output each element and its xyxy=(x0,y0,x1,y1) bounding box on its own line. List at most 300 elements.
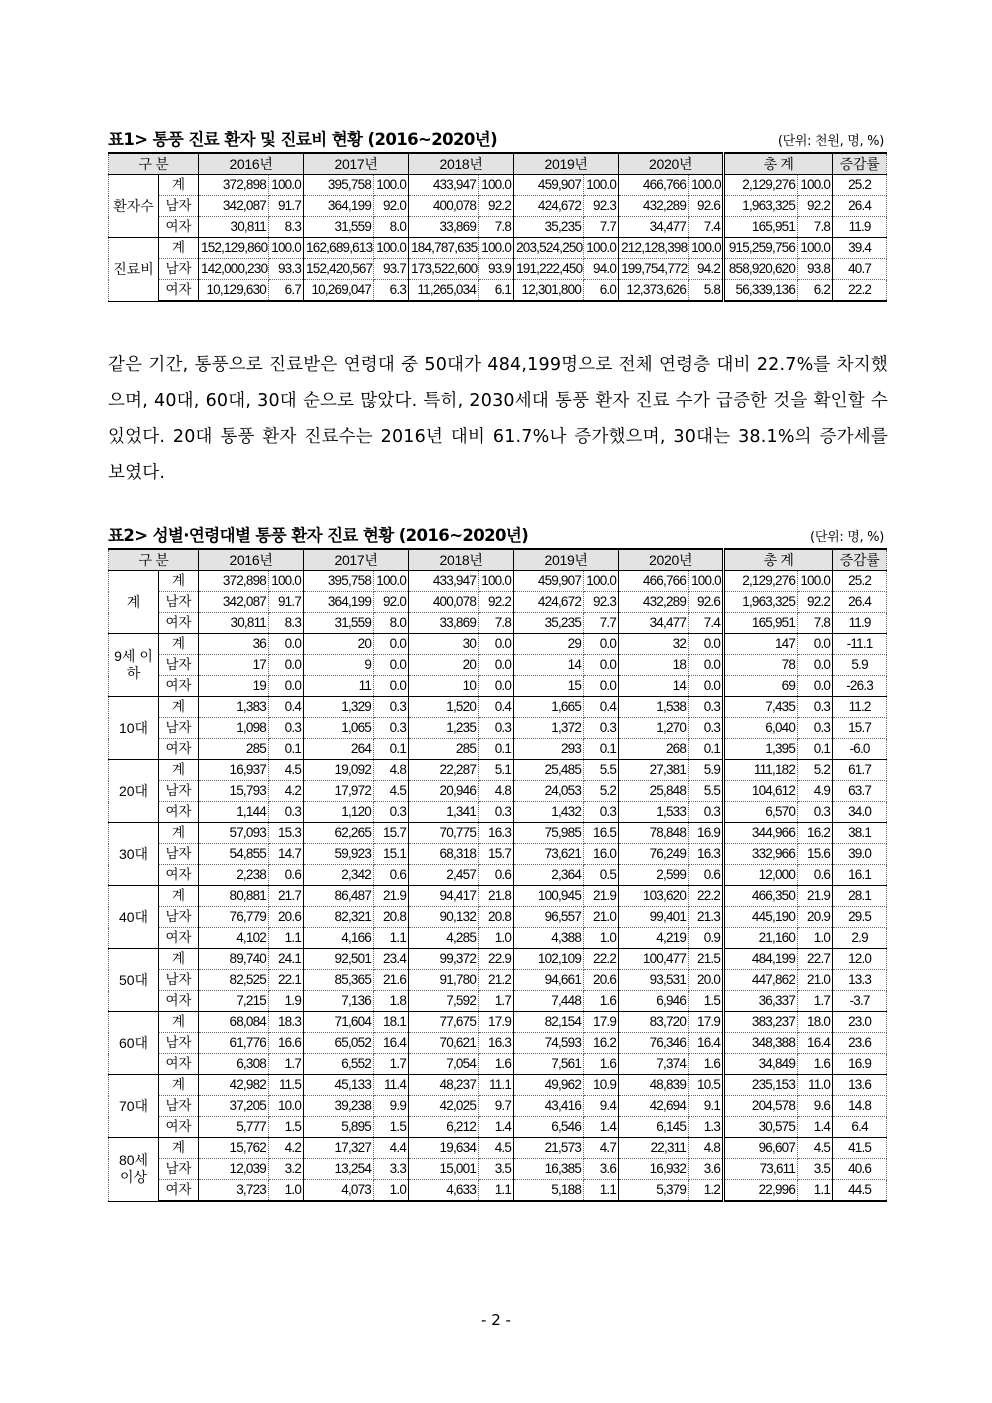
cell-y2019-count: 100,945 xyxy=(514,886,584,907)
cell-y2020-pct: 22.2 xyxy=(689,886,724,907)
cell-y2016-count: 142,000,230 xyxy=(199,259,269,280)
cell-y2018-pct: 0.3 xyxy=(479,718,514,739)
cell-y2017-count: 162,689,613 xyxy=(304,238,374,259)
sub-label: 여자 xyxy=(159,1180,199,1202)
cell-y2019-pct: 16.0 xyxy=(584,844,619,865)
cell-y2018-pct: 0.1 xyxy=(479,739,514,760)
cell-y2017-count: 86,487 xyxy=(304,886,374,907)
cell-total-count: 36,337 xyxy=(724,991,798,1012)
header-total: 총 계 xyxy=(724,153,833,175)
cell-y2018-pct: 92.2 xyxy=(479,196,514,217)
cell-y2017-count: 92,501 xyxy=(304,949,374,970)
cell-y2018-count: 4,633 xyxy=(409,1180,479,1202)
cell-y2018-pct: 3.5 xyxy=(479,1159,514,1180)
sub-label: 계 xyxy=(159,760,199,781)
cell-y2017-pct: 93.7 xyxy=(374,259,409,280)
cell-y2016-count: 37,205 xyxy=(199,1096,269,1117)
header-2016: 2016년 xyxy=(199,153,304,175)
cell-y2020-count: 466,766 xyxy=(619,571,689,592)
table2-caption xyxy=(108,526,886,548)
cell-y2020-count: 7,374 xyxy=(619,1054,689,1075)
cell-total-pct: 15.6 xyxy=(798,844,833,865)
cell-rate: 44.5 xyxy=(833,1180,887,1202)
cell-y2016-pct: 8.3 xyxy=(269,217,304,238)
cell-y2016-count: 57,093 xyxy=(199,823,269,844)
cell-rate: -3.7 xyxy=(833,991,887,1012)
cell-y2018-count: 400,078 xyxy=(409,592,479,613)
cell-y2018-count: 70,621 xyxy=(409,1033,479,1054)
cell-y2016-pct: 3.2 xyxy=(269,1159,304,1180)
cell-y2020-pct: 21.3 xyxy=(689,907,724,928)
group-label: 환자수 xyxy=(109,175,159,238)
cell-y2019-count: 424,672 xyxy=(514,592,584,613)
table-row xyxy=(109,865,887,886)
cell-y2020-count: 76,249 xyxy=(619,844,689,865)
sub-label: 계 xyxy=(159,1012,199,1033)
cell-y2019-count: 35,235 xyxy=(514,613,584,634)
cell-y2020-count: 5,379 xyxy=(619,1180,689,1202)
cell-y2020-pct: 92.6 xyxy=(689,196,724,217)
cell-y2018-pct: 1.1 xyxy=(479,1180,514,1202)
cell-y2018-pct: 21.8 xyxy=(479,886,514,907)
cell-y2016-pct: 15.3 xyxy=(269,823,304,844)
cell-y2018-pct: 0.6 xyxy=(479,865,514,886)
cell-y2017-count: 31,559 xyxy=(304,613,374,634)
cell-y2017-pct: 15.1 xyxy=(374,844,409,865)
sub-label: 남자 xyxy=(159,196,199,217)
group-label: 30대 xyxy=(109,823,159,886)
table-row xyxy=(109,1033,887,1054)
cell-y2017-pct: 0.3 xyxy=(374,802,409,823)
cell-y2020-pct: 0.3 xyxy=(689,802,724,823)
cell-y2020-count: 18 xyxy=(619,655,689,676)
sub-label: 계 xyxy=(159,175,199,196)
header-total: 총 계 xyxy=(724,549,833,571)
cell-y2017-count: 39,238 xyxy=(304,1096,374,1117)
cell-total-pct: 100.0 xyxy=(798,571,833,592)
cell-rate: 5.9 xyxy=(833,655,887,676)
cell-y2018-pct: 11.1 xyxy=(479,1075,514,1096)
cell-total-pct: 11.0 xyxy=(798,1075,833,1096)
cell-y2016-pct: 0.1 xyxy=(269,739,304,760)
cell-total-count: 111,182 xyxy=(724,760,798,781)
cell-y2018-pct: 16.3 xyxy=(479,1033,514,1054)
table-row xyxy=(109,571,887,592)
cell-y2019-count: 29 xyxy=(514,634,584,655)
cell-y2019-count: 74,593 xyxy=(514,1033,584,1054)
sub-label: 남자 xyxy=(159,718,199,739)
cell-total-pct: 1.1 xyxy=(798,1180,833,1202)
cell-y2019-count: 21,573 xyxy=(514,1138,584,1159)
sub-label: 계 xyxy=(159,571,199,592)
cell-y2018-pct: 1.6 xyxy=(479,1054,514,1075)
cell-total-pct: 0.3 xyxy=(798,718,833,739)
cell-total-count: 204,578 xyxy=(724,1096,798,1117)
cell-total-count: 484,199 xyxy=(724,949,798,970)
cell-y2020-count: 48,839 xyxy=(619,1075,689,1096)
cell-y2016-pct: 0.0 xyxy=(269,676,304,697)
group-label: 50대 xyxy=(109,949,159,1012)
cell-rate: 38.1 xyxy=(833,823,887,844)
cell-total-count: 915,259,756 xyxy=(724,238,798,259)
cell-rate: 40.6 xyxy=(833,1159,887,1180)
cell-y2017-count: 71,604 xyxy=(304,1012,374,1033)
cell-y2018-count: 400,078 xyxy=(409,196,479,217)
group-label: 진료비 xyxy=(109,238,159,302)
cell-y2018-count: 15,001 xyxy=(409,1159,479,1180)
cell-y2016-count: 285 xyxy=(199,739,269,760)
cell-y2019-count: 24,053 xyxy=(514,781,584,802)
sub-label: 계 xyxy=(159,634,199,655)
cell-y2017-count: 2,342 xyxy=(304,865,374,886)
sub-label: 계 xyxy=(159,823,199,844)
cell-y2019-count: 2,364 xyxy=(514,865,584,886)
cell-y2019-pct: 21.9 xyxy=(584,886,619,907)
cell-total-pct: 0.3 xyxy=(798,697,833,718)
cell-total-count: 6,040 xyxy=(724,718,798,739)
cell-total-count: 1,963,325 xyxy=(724,592,798,613)
cell-rate: 61.7 xyxy=(833,760,887,781)
cell-y2017-count: 264 xyxy=(304,739,374,760)
cell-y2019-count: 293 xyxy=(514,739,584,760)
cell-y2017-pct: 0.0 xyxy=(374,655,409,676)
cell-y2020-pct: 7.4 xyxy=(689,613,724,634)
cell-y2019-pct: 0.0 xyxy=(584,634,619,655)
cell-y2018-count: 19,634 xyxy=(409,1138,479,1159)
cell-y2016-count: 54,855 xyxy=(199,844,269,865)
cell-y2019-pct: 20.6 xyxy=(584,970,619,991)
cell-y2016-count: 7,215 xyxy=(199,991,269,1012)
cell-y2018-count: 94,417 xyxy=(409,886,479,907)
cell-total-count: 466,350 xyxy=(724,886,798,907)
cell-y2020-pct: 92.6 xyxy=(689,592,724,613)
cell-y2019-count: 25,485 xyxy=(514,760,584,781)
table-row xyxy=(109,1180,887,1202)
cell-y2018-pct: 4.5 xyxy=(479,1138,514,1159)
cell-y2019-pct: 9.4 xyxy=(584,1096,619,1117)
table-row xyxy=(109,886,887,907)
cell-y2018-pct: 100.0 xyxy=(479,175,514,196)
cell-y2020-pct: 100.0 xyxy=(689,175,724,196)
cell-y2017-count: 6,552 xyxy=(304,1054,374,1075)
cell-y2016-pct: 1.1 xyxy=(269,928,304,949)
group-label: 70대 xyxy=(109,1075,159,1138)
table-row xyxy=(109,1117,887,1138)
cell-y2016-pct: 11.5 xyxy=(269,1075,304,1096)
cell-y2017-pct: 4.5 xyxy=(374,781,409,802)
cell-y2017-count: 62,265 xyxy=(304,823,374,844)
table-row xyxy=(109,907,887,928)
cell-y2018-pct: 7.8 xyxy=(479,613,514,634)
cell-total-pct: 9.6 xyxy=(798,1096,833,1117)
cell-rate: -11.1 xyxy=(833,634,887,655)
cell-rate: 11.2 xyxy=(833,697,887,718)
cell-total-pct: 20.9 xyxy=(798,907,833,928)
body-paragraph: 같은 기간, 통풍으로 진료받은 연령대 중 50대가 484,199명으로 전체 연령층 대비 22.7%를 차지했으며, 40대, 60대, 30대 순으로 많았다. 특히, 2030세대 통풍 환자 진료 수가 급증한 것을 확인할 수 있었다. 20대 통풍 환자 진료수는 2016년 대비 61.7%나 증가했으며, 30대는 38.1%의 증가세를 보였다. xyxy=(108,355,888,483)
cell-y2016-count: 1,144 xyxy=(199,802,269,823)
cell-y2016-pct: 14.7 xyxy=(269,844,304,865)
cell-y2018-count: 1,520 xyxy=(409,697,479,718)
cell-total-pct: 5.2 xyxy=(798,760,833,781)
cell-y2020-count: 99,401 xyxy=(619,907,689,928)
cell-y2019-pct: 4.7 xyxy=(584,1138,619,1159)
cell-y2017-pct: 9.9 xyxy=(374,1096,409,1117)
cell-y2016-pct: 100.0 xyxy=(269,571,304,592)
cell-y2018-count: 1,341 xyxy=(409,802,479,823)
cell-total-count: 104,612 xyxy=(724,781,798,802)
cell-rate: 13.3 xyxy=(833,970,887,991)
cell-y2017-pct: 11.4 xyxy=(374,1075,409,1096)
cell-y2017-count: 17,327 xyxy=(304,1138,374,1159)
cell-total-count: 34,849 xyxy=(724,1054,798,1075)
cell-y2017-pct: 100.0 xyxy=(374,571,409,592)
cell-y2020-pct: 9.1 xyxy=(689,1096,724,1117)
cell-y2016-count: 1,098 xyxy=(199,718,269,739)
cell-total-count: 30,575 xyxy=(724,1117,798,1138)
cell-y2016-pct: 91.7 xyxy=(269,196,304,217)
sub-label: 남자 xyxy=(159,970,199,991)
cell-y2016-pct: 0.0 xyxy=(269,634,304,655)
header-category: 구 분 xyxy=(109,549,199,571)
cell-rate: 40.7 xyxy=(833,259,887,280)
cell-y2017-pct: 18.1 xyxy=(374,1012,409,1033)
table1-title: 표1> 통풍 진료 환자 및 진료비 현황 (2016~2020년) xyxy=(108,130,498,149)
cell-rate: 16.1 xyxy=(833,865,887,886)
cell-total-count: 383,237 xyxy=(724,1012,798,1033)
cell-total-pct: 1.7 xyxy=(798,991,833,1012)
cell-total-pct: 7.8 xyxy=(798,217,833,238)
cell-y2016-pct: 22.1 xyxy=(269,970,304,991)
cell-total-pct: 100.0 xyxy=(798,238,833,259)
cell-y2016-count: 16,937 xyxy=(199,760,269,781)
cell-y2017-pct: 1.7 xyxy=(374,1054,409,1075)
cell-total-count: 165,951 xyxy=(724,613,798,634)
cell-y2017-pct: 23.4 xyxy=(374,949,409,970)
cell-y2018-count: 7,054 xyxy=(409,1054,479,1075)
sub-label: 남자 xyxy=(159,1159,199,1180)
cell-total-pct: 1.6 xyxy=(798,1054,833,1075)
cell-y2020-pct: 0.6 xyxy=(689,865,724,886)
sub-label: 계 xyxy=(159,1138,199,1159)
cell-y2020-count: 1,533 xyxy=(619,802,689,823)
cell-y2019-count: 191,222,450 xyxy=(514,259,584,280)
cell-y2020-count: 76,346 xyxy=(619,1033,689,1054)
cell-total-count: 445,190 xyxy=(724,907,798,928)
cell-y2016-pct: 1.7 xyxy=(269,1054,304,1075)
group-label: 60대 xyxy=(109,1012,159,1075)
cell-rate: 26.4 xyxy=(833,592,887,613)
cell-y2018-pct: 6.1 xyxy=(479,280,514,302)
cell-y2019-count: 203,524,250 xyxy=(514,238,584,259)
cell-total-pct: 18.0 xyxy=(798,1012,833,1033)
cell-total-count: 56,339,136 xyxy=(724,280,798,302)
cell-total-pct: 21.0 xyxy=(798,970,833,991)
cell-y2018-count: 68,318 xyxy=(409,844,479,865)
cell-y2016-count: 42,982 xyxy=(199,1075,269,1096)
cell-y2019-pct: 1.4 xyxy=(584,1117,619,1138)
table-row xyxy=(109,760,887,781)
cell-y2019-pct: 0.0 xyxy=(584,655,619,676)
cell-y2020-pct: 3.6 xyxy=(689,1159,724,1180)
cell-rate: 12.0 xyxy=(833,949,887,970)
cell-y2020-count: 268 xyxy=(619,739,689,760)
cell-y2017-pct: 0.0 xyxy=(374,634,409,655)
cell-rate: 2.9 xyxy=(833,928,887,949)
cell-y2016-count: 2,238 xyxy=(199,865,269,886)
cell-y2018-pct: 4.8 xyxy=(479,781,514,802)
table-row xyxy=(109,739,887,760)
sub-label: 계 xyxy=(159,697,199,718)
cell-rate: 25.2 xyxy=(833,175,887,196)
cell-y2016-count: 152,129,860 xyxy=(199,238,269,259)
table-row xyxy=(109,823,887,844)
cell-y2018-pct: 0.4 xyxy=(479,697,514,718)
cell-y2016-pct: 1.0 xyxy=(269,1180,304,1202)
table-row xyxy=(109,238,887,259)
cell-y2019-pct: 0.5 xyxy=(584,865,619,886)
table-row xyxy=(109,1159,887,1180)
cell-y2017-pct: 20.8 xyxy=(374,907,409,928)
table-row xyxy=(109,655,887,676)
cell-total-pct: 0.0 xyxy=(798,655,833,676)
cell-y2019-pct: 0.3 xyxy=(584,718,619,739)
cell-y2018-pct: 92.2 xyxy=(479,592,514,613)
cell-rate: 39.0 xyxy=(833,844,887,865)
cell-rate: 11.9 xyxy=(833,613,887,634)
cell-y2019-count: 4,388 xyxy=(514,928,584,949)
header-2017: 2017년 xyxy=(304,549,409,571)
cell-y2016-count: 372,898 xyxy=(199,175,269,196)
cell-y2016-pct: 0.6 xyxy=(269,865,304,886)
cell-y2017-pct: 16.4 xyxy=(374,1033,409,1054)
cell-y2020-count: 6,145 xyxy=(619,1117,689,1138)
cell-y2016-pct: 0.0 xyxy=(269,655,304,676)
sub-label: 여자 xyxy=(159,739,199,760)
cell-total-pct: 0.1 xyxy=(798,739,833,760)
cell-y2018-pct: 9.7 xyxy=(479,1096,514,1117)
header-rate: 증감률 xyxy=(833,153,887,175)
cell-y2019-count: 1,432 xyxy=(514,802,584,823)
cell-y2019-count: 459,907 xyxy=(514,571,584,592)
cell-y2020-count: 4,219 xyxy=(619,928,689,949)
table-row xyxy=(109,718,887,739)
cell-y2020-count: 42,694 xyxy=(619,1096,689,1117)
cell-total-pct: 16.2 xyxy=(798,823,833,844)
cell-y2017-count: 19,092 xyxy=(304,760,374,781)
cell-y2019-pct: 92.3 xyxy=(584,196,619,217)
table2-header-row xyxy=(109,549,887,571)
sub-label: 계 xyxy=(159,949,199,970)
cell-y2016-count: 372,898 xyxy=(199,571,269,592)
cell-y2017-pct: 0.1 xyxy=(374,739,409,760)
cell-total-count: 2,129,276 xyxy=(724,571,798,592)
cell-total-pct: 93.8 xyxy=(798,259,833,280)
header-2020: 2020년 xyxy=(619,549,724,571)
cell-y2016-count: 10,129,630 xyxy=(199,280,269,302)
cell-y2018-pct: 5.1 xyxy=(479,760,514,781)
cell-y2020-count: 83,720 xyxy=(619,1012,689,1033)
table2-title: 표2> 성별·연령대별 통풍 환자 진료 현황 (2016~2020년) xyxy=(108,526,529,545)
cell-total-pct: 7.8 xyxy=(798,613,833,634)
sub-label: 여자 xyxy=(159,865,199,886)
cell-y2020-pct: 4.8 xyxy=(689,1138,724,1159)
header-category: 구 분 xyxy=(109,153,199,175)
cell-y2018-count: 90,132 xyxy=(409,907,479,928)
cell-y2018-count: 91,780 xyxy=(409,970,479,991)
cell-y2018-count: 48,237 xyxy=(409,1075,479,1096)
sub-label: 남자 xyxy=(159,907,199,928)
cell-y2019-pct: 94.0 xyxy=(584,259,619,280)
cell-y2020-count: 78,848 xyxy=(619,823,689,844)
cell-y2017-count: 9 xyxy=(304,655,374,676)
table-row xyxy=(109,844,887,865)
sub-label: 계 xyxy=(159,1075,199,1096)
cell-y2017-pct: 100.0 xyxy=(374,175,409,196)
sub-label: 여자 xyxy=(159,280,199,302)
cell-y2017-count: 59,923 xyxy=(304,844,374,865)
cell-total-pct: 1.0 xyxy=(798,928,833,949)
cell-total-pct: 0.0 xyxy=(798,634,833,655)
cell-y2018-count: 2,457 xyxy=(409,865,479,886)
cell-total-count: 6,570 xyxy=(724,802,798,823)
cell-y2017-pct: 0.0 xyxy=(374,676,409,697)
cell-y2017-count: 17,972 xyxy=(304,781,374,802)
cell-y2016-pct: 24.1 xyxy=(269,949,304,970)
cell-y2020-pct: 0.9 xyxy=(689,928,724,949)
cell-y2016-pct: 8.3 xyxy=(269,613,304,634)
cell-rate: 14.8 xyxy=(833,1096,887,1117)
cell-y2016-pct: 1.5 xyxy=(269,1117,304,1138)
cell-y2016-count: 36 xyxy=(199,634,269,655)
cell-rate: 63.7 xyxy=(833,781,887,802)
sub-label: 여자 xyxy=(159,676,199,697)
cell-y2017-count: 395,758 xyxy=(304,175,374,196)
sub-label: 남자 xyxy=(159,781,199,802)
group-label: 20대 xyxy=(109,760,159,823)
cell-y2020-pct: 16.4 xyxy=(689,1033,724,1054)
cell-y2017-pct: 0.6 xyxy=(374,865,409,886)
cell-y2016-count: 15,793 xyxy=(199,781,269,802)
table-row xyxy=(109,949,887,970)
cell-y2016-count: 82,525 xyxy=(199,970,269,991)
cell-total-count: 7,435 xyxy=(724,697,798,718)
cell-y2016-pct: 16.6 xyxy=(269,1033,304,1054)
cell-y2016-pct: 1.9 xyxy=(269,991,304,1012)
cell-y2019-pct: 3.6 xyxy=(584,1159,619,1180)
table2-unit: (단위: 명, %) xyxy=(810,530,884,545)
table-row xyxy=(109,970,887,991)
cell-rate: 41.5 xyxy=(833,1138,887,1159)
cell-y2017-pct: 0.3 xyxy=(374,718,409,739)
cell-rate: 26.4 xyxy=(833,196,887,217)
cell-y2018-count: 70,775 xyxy=(409,823,479,844)
cell-total-count: 447,862 xyxy=(724,970,798,991)
cell-y2019-pct: 92.3 xyxy=(584,592,619,613)
cell-y2020-pct: 1.5 xyxy=(689,991,724,1012)
group-label: 10대 xyxy=(109,697,159,760)
cell-y2019-pct: 5.5 xyxy=(584,760,619,781)
cell-rate: 13.6 xyxy=(833,1075,887,1096)
cell-y2018-pct: 7.8 xyxy=(479,217,514,238)
sub-label: 여자 xyxy=(159,991,199,1012)
cell-y2020-pct: 0.3 xyxy=(689,697,724,718)
cell-y2017-pct: 4.4 xyxy=(374,1138,409,1159)
cell-y2020-pct: 0.0 xyxy=(689,655,724,676)
cell-y2017-count: 11 xyxy=(304,676,374,697)
cell-total-count: 344,966 xyxy=(724,823,798,844)
table1-header-row xyxy=(109,153,887,175)
cell-y2019-pct: 7.7 xyxy=(584,217,619,238)
